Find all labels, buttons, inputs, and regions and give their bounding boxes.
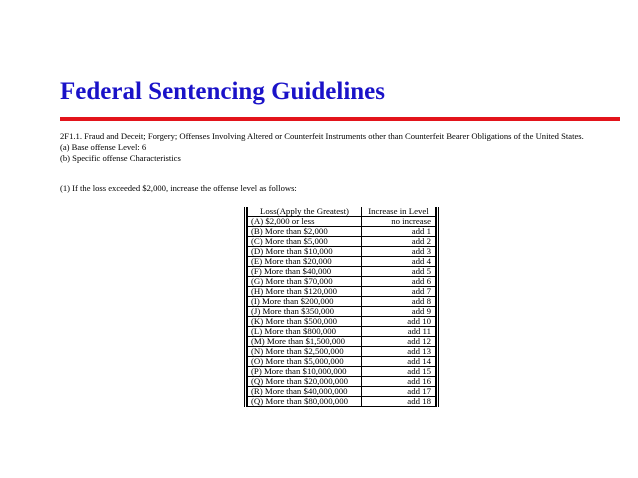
loss-threshold-cell: (O) More than $5,000,000: [248, 357, 362, 367]
level-increase-cell: add 17: [362, 387, 436, 397]
table-row: [248, 347, 436, 357]
level-increase-cell: add 16: [362, 377, 436, 387]
loss-threshold-cell: (A) $2,000 or less: [248, 217, 362, 227]
level-increase-cell: add 11: [362, 327, 436, 337]
loss-threshold-cell: (R) More than $40,000,000: [248, 387, 362, 397]
level-increase-cell: add 13: [362, 347, 436, 357]
title-divider: [60, 117, 620, 121]
level-increase-cell: add 8: [362, 297, 436, 307]
level-increase-cell: add 5: [362, 267, 436, 277]
table-row: [248, 307, 436, 317]
table-row: [248, 327, 436, 337]
loss-threshold-cell: (K) More than $500,000: [248, 317, 362, 327]
loss-threshold-cell: (I) More than $200,000: [248, 297, 362, 307]
loss-threshold-cell: (J) More than $350,000: [248, 307, 362, 317]
level-increase-cell: add 7: [362, 287, 436, 297]
table-row: [248, 287, 436, 297]
loss-threshold-cell: (G) More than $70,000: [248, 277, 362, 287]
level-increase-cell: add 4: [362, 257, 436, 267]
level-increase-cell: add 9: [362, 307, 436, 317]
loss-threshold-cell: (Q) More than $80,000,000: [248, 397, 362, 407]
table-row: [248, 317, 436, 327]
level-increase-cell: add 1: [362, 227, 436, 237]
loss-threshold-cell: (N) More than $2,500,000: [248, 347, 362, 357]
level-increase-cell: no increase: [362, 217, 436, 227]
table-row: [248, 367, 436, 377]
guideline-text: [60, 131, 584, 164]
table-row: [248, 217, 436, 227]
table-row: [248, 227, 436, 237]
table-row: [248, 267, 436, 277]
level-increase-cell: add 3: [362, 247, 436, 257]
table-row: [248, 297, 436, 307]
table-row: [248, 377, 436, 387]
table-row: [248, 277, 436, 287]
table-row: [248, 397, 436, 407]
base-offense-level: (a) Base offense Level: 6: [60, 142, 147, 152]
specific-offense-heading: (b) Specific offense Characteristics: [60, 153, 181, 163]
table-row: [248, 247, 436, 257]
loss-threshold-cell: (P) More than $10,000,000: [248, 367, 362, 377]
level-increase-cell: add 18: [362, 397, 436, 407]
level-increase-cell: add 15: [362, 367, 436, 377]
loss-table: [247, 207, 436, 407]
loss-threshold-cell: (F) More than $40,000: [248, 267, 362, 277]
header-loss: Loss(Apply the Greatest): [248, 207, 362, 217]
guideline-section-heading: 2F1.1. Fraud and Deceit; Forgery; Offenses Involving Altered or Counterfeit Instruments other than Counterfeit Bearer Obligations of the United States.: [60, 131, 584, 141]
level-increase-cell: add 2: [362, 237, 436, 247]
table-row: [248, 257, 436, 267]
loss-threshold-cell: (D) More than $10,000: [248, 247, 362, 257]
loss-threshold-cell: (H) More than $120,000: [248, 287, 362, 297]
loss-threshold-cell: (E) More than $20,000: [248, 257, 362, 267]
level-increase-cell: add 14: [362, 357, 436, 367]
level-increase-cell: add 12: [362, 337, 436, 347]
loss-threshold-cell: (M) More than $1,500,000: [248, 337, 362, 347]
page-title: Federal Sentencing Guidelines: [60, 78, 385, 105]
level-increase-cell: add 10: [362, 317, 436, 327]
header-increase: Increase in Level: [362, 207, 436, 217]
loss-threshold-cell: (C) More than $5,000: [248, 237, 362, 247]
table-row: [248, 387, 436, 397]
table-row: [248, 337, 436, 347]
loss-table-frame: [244, 207, 439, 407]
loss-threshold-cell: (Q) More than $20,000,000: [248, 377, 362, 387]
level-increase-cell: add 6: [362, 277, 436, 287]
table-row: [248, 357, 436, 367]
loss-threshold-cell: (L) More than $800,000: [248, 327, 362, 337]
table-row: [248, 237, 436, 247]
loss-intro-text: (1) If the loss exceeded $2,000, increase the offense level as follows:: [60, 183, 297, 193]
loss-threshold-cell: (B) More than $2,000: [248, 227, 362, 237]
